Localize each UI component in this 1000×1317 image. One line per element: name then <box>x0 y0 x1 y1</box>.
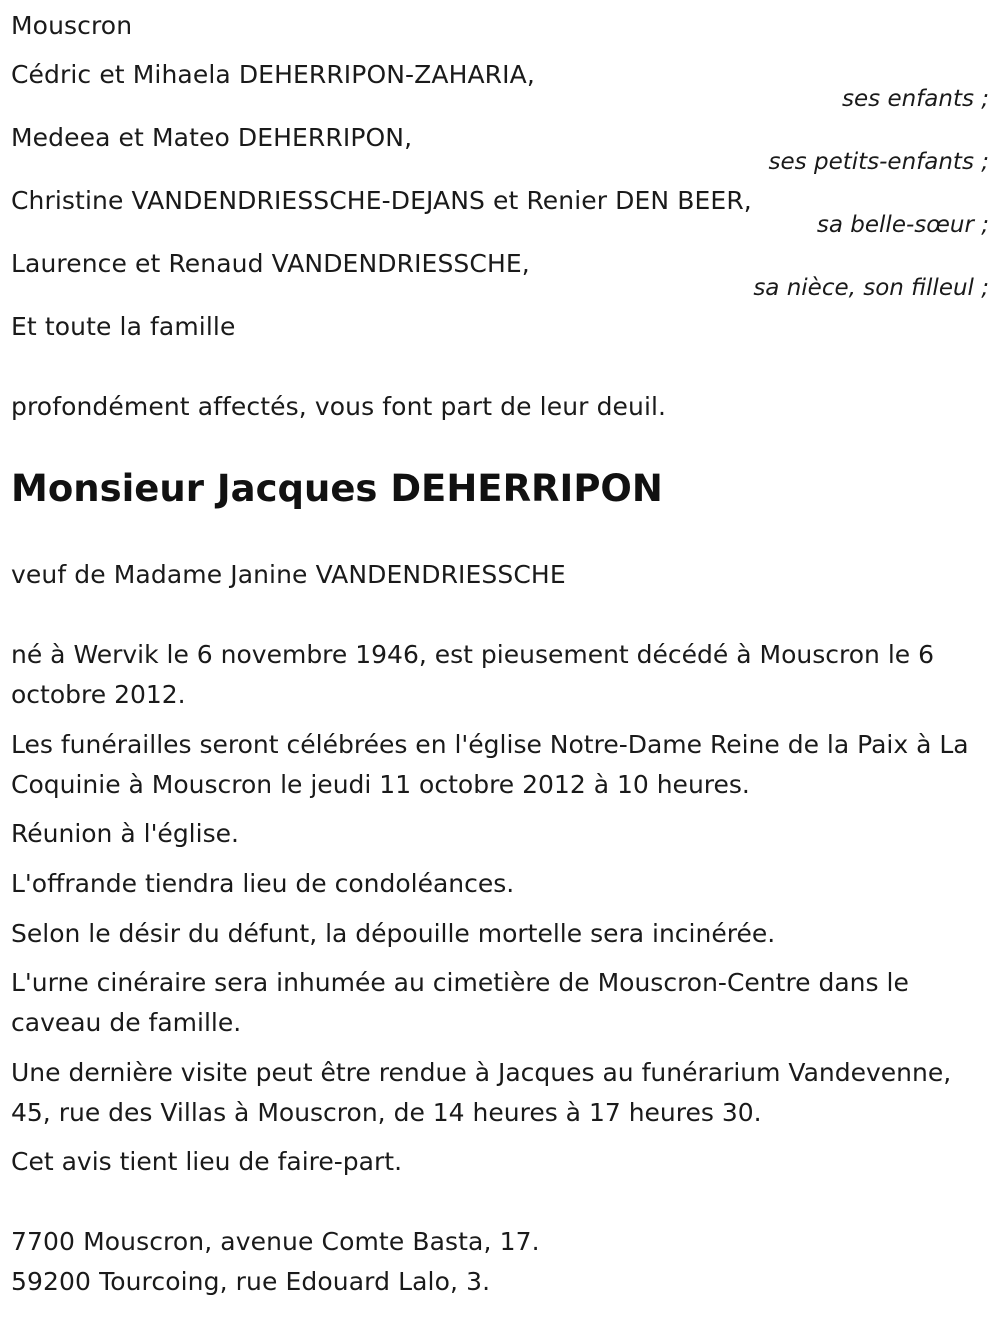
offering-paragraph: L'offrande tiendra lieu de condoléances. <box>11 869 515 898</box>
birth-death-paragraph: né à Wervik le 6 novembre 1946, est pieusement décédé à Mouscron le 6 octobre 2012. <box>11 640 934 709</box>
family-role-niece: sa nièce, son filleul ; <box>753 275 989 301</box>
address-tourcoing: 59200 Tourcoing, rue Edouard Lalo, 3. <box>11 1267 491 1296</box>
visit-paragraph: Une dernière visite peut être rendue à Jacques au funérarium Vandevenne, 45, rue des Villas à Mouscron, de 14 heures à 17 heures 30. <box>11 1058 952 1127</box>
deceased-name: Monsieur Jacques DEHERRIPON <box>11 467 663 510</box>
notice-paragraph: Cet avis tient lieu de faire-part. <box>11 1147 403 1176</box>
widower-of-text: veuf de Madame Janine VANDENDRIESSCHE <box>11 560 566 589</box>
family-role-grandchildren: ses petits-enfants ; <box>768 149 989 175</box>
address-mouscron: 7700 Mouscron, avenue Comte Basta, 17. <box>11 1227 540 1256</box>
city-heading: Mouscron <box>11 11 133 40</box>
funeral-paragraph: Les funérailles seront célébrées en l'église Notre-Dame Reine de la Paix à La Coquinie à Mouscron le jeudi 11 octobre 2012 à 10 heures. <box>11 730 969 799</box>
family-closing: Et toute la famille <box>11 312 236 341</box>
meeting-paragraph: Réunion à l'église. <box>11 819 239 848</box>
urn-paragraph: L'urne cinéraire sera inhumée au cimetière de Mouscron-Centre dans le caveau de famille. <box>11 968 909 1037</box>
family-names-grandchildren: Medeea et Mateo DEHERRIPON, <box>11 123 413 152</box>
family-names-sister-in-law: Christine VANDENDRIESSCHE-DEJANS et Renier DEN BEER, <box>11 186 752 215</box>
announcement-text: profondément affectés, vous font part de leur deuil. <box>11 392 667 421</box>
family-role-sister-in-law: sa belle-sœur ; <box>816 212 989 238</box>
family-role-children: ses enfants ; <box>842 86 989 112</box>
family-names-niece: Laurence et Renaud VANDENDRIESSCHE, <box>11 249 530 278</box>
cremation-paragraph: Selon le désir du défunt, la dépouille mortelle sera incinérée. <box>11 919 776 948</box>
family-names-children: Cédric et Mihaela DEHERRIPON-ZAHARIA, <box>11 60 535 89</box>
